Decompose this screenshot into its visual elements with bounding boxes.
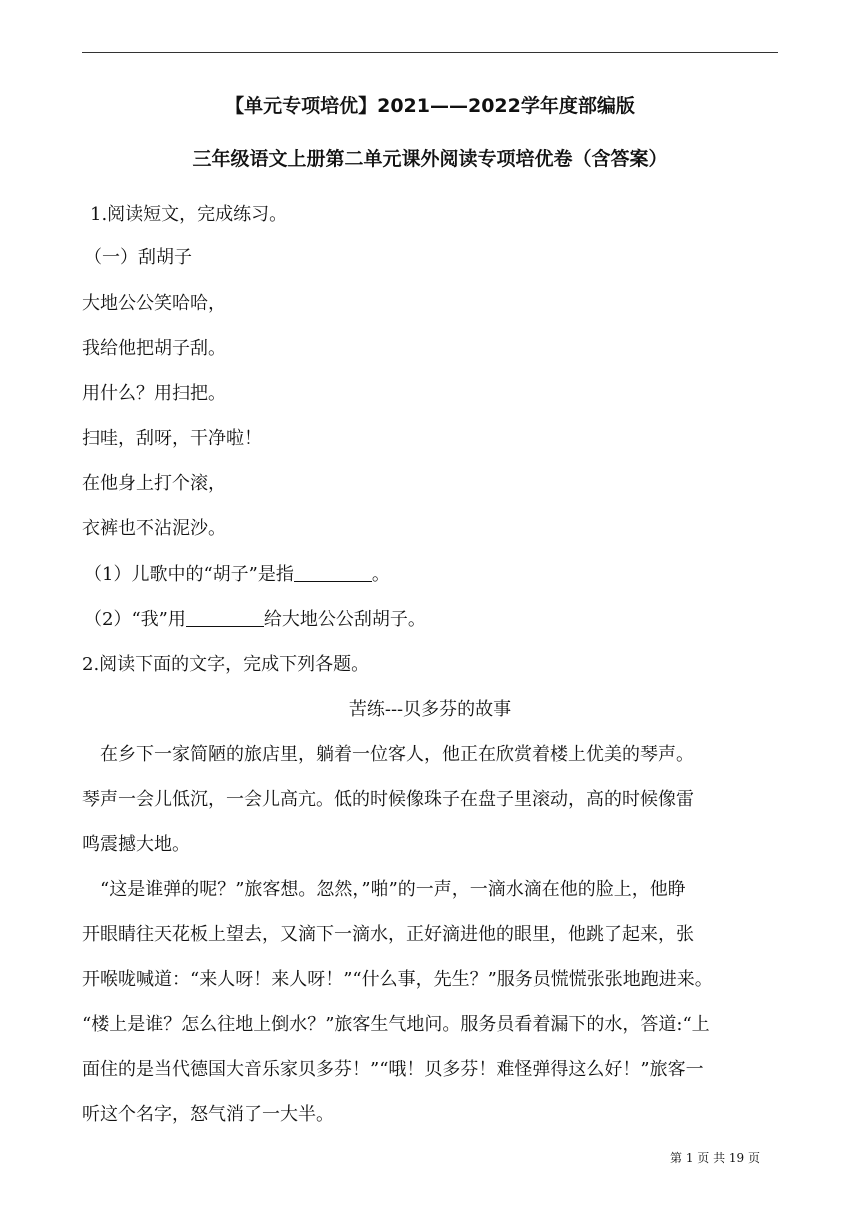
sub-question-2-end: 给大地公公刮胡子。 xyxy=(263,609,426,630)
poem-line: 在他身上打个滚， xyxy=(82,473,226,494)
poem-line: 我给他把胡子刮。 xyxy=(82,338,226,359)
sub-question-1-end: 。 xyxy=(371,564,390,585)
answer-blank-1[interactable] xyxy=(294,563,372,582)
answer-blank-2[interactable] xyxy=(186,608,264,627)
sub-question-2 xyxy=(84,608,784,632)
sub-question-2-text: （2）“我”用 xyxy=(84,609,186,630)
poem-title: （一）刮胡子 xyxy=(84,247,192,268)
story-line: 开喉咙喊道：“来人呀！来人呀！”“什么事，先生？”服务员慌慌张张地跑进来。 xyxy=(82,969,713,990)
sub-question-1 xyxy=(84,563,784,587)
poem-line: 用什么？用扫把。 xyxy=(82,383,226,404)
story-line: 在乡下一家简陋的旅店里，躺着一位客人，他正在欣赏着楼上优美的琴声。 xyxy=(82,744,694,765)
document-title-line-2: 三年级语文上册第二单元课外阅读专项培优卷（含答案） xyxy=(192,148,668,170)
poem-line: 扫哇，刮呀，干净啦！ xyxy=(82,428,262,449)
question-2-instruction: 2.阅读下面的文字，完成下列各题。 xyxy=(82,654,370,675)
sub-question-1-text: （1）儿歌中的“胡子”是指 xyxy=(84,564,294,585)
question-1-instruction: 1.阅读短文，完成练习。 xyxy=(90,204,288,225)
header-rule xyxy=(82,52,778,53)
document-title-line-1: 【单元专项培优】2021——2022学年度部编版 xyxy=(225,95,635,117)
story-line: “楼上是谁？怎么往地上倒水？”旅客生气地问。服务员看着漏下的水，答道:“上 xyxy=(82,1014,710,1035)
poem-line: 大地公公笑哈哈， xyxy=(82,293,226,314)
poem-line: 衣裤也不沾泥沙。 xyxy=(82,518,226,539)
story-line: 琴声一会儿低沉，一会儿高亢。低的时候像珠子在盘子里滚动，高的时候像雷 xyxy=(82,789,694,810)
story-title: 苦练---贝多芬的故事 xyxy=(348,699,512,720)
story-line: “这是谁弹的呢？”旅客想。忽然，”啪”的一声，一滴水滴在他的脸上，他睁 xyxy=(82,879,686,900)
page-number: 第 1 页 共 19 页 xyxy=(670,1151,760,1165)
story-line: 鸣震撼大地。 xyxy=(82,834,190,855)
story-line: 开眼睛往天花板上望去，又滴下一滴水，正好滴进他的眼里，他跳了起来，张 xyxy=(82,924,694,945)
story-line: 面住的是当代德国大音乐家贝多芬！”“哦！贝多芬！难怪弹得这么好！”旅客一 xyxy=(82,1059,704,1080)
story-line: 听这个名字，怒气消了一大半。 xyxy=(82,1104,334,1125)
